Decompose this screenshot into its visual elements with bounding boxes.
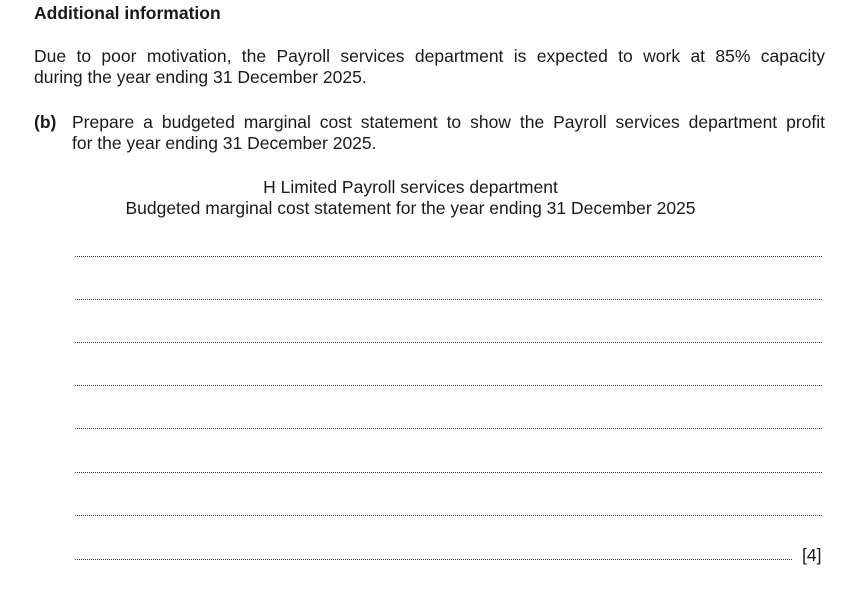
statement-subtitle: Budgeted marginal cost statement for the year ending 31 December 2025: [125, 198, 696, 218]
answer-line[interactable]: [75, 299, 822, 300]
answer-line[interactable]: [75, 515, 822, 516]
info-paragraph-line-1: Due to poor motivation, the Payroll services department is expected to work at 85% capacity: [34, 46, 825, 66]
question-text-line-1: Prepare a budgeted marginal cost statement to show the Payroll services department profit: [72, 112, 825, 132]
question-text-line-2: for the year ending 31 December 2025.: [72, 133, 377, 153]
marks-label: [4]: [802, 545, 822, 565]
question-label: (b): [34, 112, 57, 132]
question-text: [72, 112, 825, 154]
info-paragraph: [34, 46, 825, 88]
statement-title: H Limited Payroll services department: [263, 177, 558, 197]
answer-line[interactable]: [75, 559, 792, 560]
answer-line[interactable]: [75, 428, 822, 429]
answer-line[interactable]: [75, 342, 822, 343]
answer-line[interactable]: [75, 472, 822, 473]
section-heading: Additional information: [34, 3, 221, 23]
answer-line[interactable]: [75, 385, 822, 386]
answer-line[interactable]: [75, 256, 822, 257]
info-paragraph-line-2: during the year ending 31 December 2025.: [34, 67, 367, 87]
